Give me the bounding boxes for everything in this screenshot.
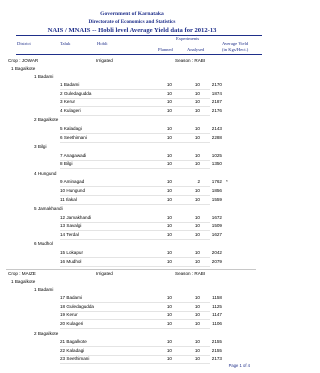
- taluk-name: 6 Mudhol: [34, 241, 53, 247]
- hobli-name: 20 Kulageri: [60, 320, 84, 326]
- planned-count: 10: [166, 152, 172, 158]
- average-yield: 2170: [211, 82, 222, 87]
- analysed-count: 10: [194, 258, 200, 264]
- col-taluk: Taluk: [60, 41, 71, 46]
- average-yield: 1125: [212, 303, 222, 309]
- hobli-name: 12 Jamakhandi: [60, 214, 92, 220]
- planned-count: 10: [166, 231, 172, 237]
- season-label: Season : RABI: [175, 58, 206, 63]
- hobli-name: 23 Seethimani: [60, 356, 90, 362]
- col-avg-yield-unit: (in Kgs/Hect.): [222, 47, 249, 52]
- planned-count: 10: [166, 312, 172, 318]
- analysed-count: 10: [194, 320, 200, 326]
- planned-count: 10: [166, 214, 172, 220]
- average-yield: 1350: [211, 161, 222, 167]
- row-divider: [60, 142, 210, 143]
- average-yield: 2187: [211, 99, 222, 105]
- hobli-name: 5 Kaladagi: [60, 125, 82, 131]
- analysed-count: 10: [194, 107, 200, 113]
- average-yield: 1627: [211, 231, 222, 237]
- analysed-count: 10: [194, 214, 200, 220]
- analysed-count: 10: [194, 312, 200, 318]
- planned-count: 10: [166, 356, 172, 362]
- analysed-count: 10: [194, 152, 200, 158]
- planned-count: 10: [166, 134, 172, 140]
- analysed-count: 10: [194, 295, 200, 301]
- row-divider: [60, 266, 210, 267]
- average-yield: 2288: [211, 134, 222, 140]
- planned-count: 10: [166, 249, 172, 255]
- average-yield: 1025: [211, 152, 222, 158]
- planned-count: 10: [166, 196, 172, 202]
- district-name: 1 Bagalkote: [11, 66, 36, 71]
- col-analysed: Analysed: [187, 47, 205, 52]
- hobli-name: 15 Lokapur: [60, 249, 83, 255]
- analysed-count: 10: [194, 134, 200, 140]
- hobli-name: 9 Aminagad: [60, 179, 85, 185]
- planned-count: 10: [166, 320, 172, 326]
- planned-count: 10: [166, 258, 172, 264]
- average-yield: 1106: [212, 320, 222, 326]
- hobli-name: 2 Guledagudda: [60, 90, 92, 96]
- government-title: Government of Karnataka: [100, 11, 164, 17]
- analysed-count: 10: [194, 303, 200, 309]
- page-number: Page 1 of 4: [228, 363, 250, 368]
- analysed-count: 10: [194, 99, 200, 105]
- analysed-count: 10: [194, 356, 200, 362]
- taluk-name: 5 Jamakhandi: [34, 206, 63, 212]
- analysed-count: 10: [194, 161, 200, 167]
- season-label: Season : RABI: [175, 271, 206, 277]
- directorate-title: Directorate of Economics and Statistics: [88, 19, 176, 25]
- hobli-name: 10 Hungund: [60, 187, 86, 193]
- average-yield: 1762: [211, 179, 222, 185]
- taluk-name: 1 Badami: [34, 73, 54, 79]
- hobli-name: 11 Ilakal: [60, 196, 77, 202]
- crop-label: Crop : MAIZE: [8, 271, 36, 277]
- hobli-name: 18 Guledagudda: [60, 303, 94, 309]
- row-divider: [60, 239, 210, 240]
- analysed-count: 2: [197, 179, 200, 185]
- header-rule-top: [16, 35, 262, 36]
- taluk-name: 3 Bilgi: [34, 144, 47, 150]
- planned-count: 10: [166, 223, 172, 229]
- average-yield: 1559: [211, 196, 222, 202]
- section-divider: [6, 269, 256, 270]
- col-avg-yield: Average Yield: [222, 41, 249, 46]
- average-yield: 1158: [212, 295, 222, 301]
- planned-count: 10: [166, 295, 172, 301]
- hobli-name: 7 Anagawadi: [60, 152, 87, 158]
- irrigation-label: Irrigated: [96, 58, 113, 63]
- row-divider: [60, 204, 210, 205]
- hobli-name: 21 Bagalkote: [60, 339, 87, 344]
- planned-count: 10: [166, 347, 172, 353]
- analysed-count: 10: [194, 196, 200, 202]
- average-yield: 2176: [211, 107, 222, 113]
- planned-count: 10: [166, 82, 172, 87]
- hobli-name: 19 Kerur: [60, 312, 78, 318]
- average-yield: 2173: [211, 356, 222, 362]
- hobli-name: 6 Seethimani: [60, 134, 87, 140]
- crop-label: Crop : JOWAR: [8, 58, 39, 63]
- flag-marker: *: [226, 179, 228, 185]
- analysed-count: 10: [194, 339, 200, 344]
- planned-count: 10: [166, 303, 172, 309]
- taluk-name: 2 Bagalkote: [34, 330, 59, 336]
- header-rule-bottom: [16, 54, 262, 55]
- analysed-count: 10: [194, 347, 200, 353]
- row-divider: [60, 363, 210, 364]
- col-experiments: Experiments: [176, 36, 200, 41]
- analysed-count: 10: [194, 223, 200, 229]
- average-yield: 1147: [212, 312, 222, 318]
- planned-count: 10: [166, 107, 172, 113]
- average-yield: 2155: [211, 347, 222, 353]
- irrigation-label: Irrigated: [96, 271, 113, 277]
- analysed-count: 10: [194, 90, 200, 96]
- hobli-name: 1 Badami: [60, 82, 80, 87]
- col-hobli: Hobli: [97, 41, 108, 46]
- hobli-name: 17 Badami: [60, 295, 82, 301]
- planned-count: 10: [166, 187, 172, 193]
- taluk-name: 2 Bagalkote: [34, 117, 59, 123]
- hobli-name: 22 Kaladagi: [60, 347, 85, 353]
- hobli-name: 4 Kulageri: [60, 107, 81, 113]
- taluk-name: 1 Badami: [34, 286, 54, 292]
- planned-count: 10: [166, 99, 172, 105]
- district-name: 1 Bagalkote: [11, 279, 36, 285]
- average-yield: 2155: [211, 339, 222, 344]
- taluk-name: 4 Hungund: [34, 170, 57, 176]
- analysed-count: 10: [194, 187, 200, 193]
- col-planned: Planned: [158, 47, 173, 52]
- planned-count: 10: [166, 90, 172, 96]
- analysed-count: 10: [194, 231, 200, 237]
- row-divider: [60, 168, 210, 169]
- hobli-name: 16 Mudhol: [60, 258, 82, 264]
- average-yield: 2143: [211, 125, 222, 131]
- report-title: NAIS / MNAIS -- Hobli level Average Yield data for 2012-13: [47, 27, 217, 34]
- col-district: District: [17, 41, 31, 46]
- average-yield: 2079: [211, 258, 222, 264]
- row-divider: [60, 328, 210, 329]
- average-yield: 2042: [211, 249, 222, 255]
- analysed-count: 10: [194, 82, 200, 87]
- hobli-name: 8 Bilgi: [60, 161, 73, 167]
- planned-count: 10: [166, 161, 172, 167]
- hobli-name: 14 Terdal: [60, 231, 79, 237]
- average-yield: 1672: [211, 214, 222, 220]
- average-yield: 1856: [211, 187, 222, 193]
- hobli-name: 13 Savalgi: [60, 223, 82, 229]
- average-yield: 1874: [211, 90, 222, 96]
- planned-count: 10: [166, 179, 172, 185]
- hobli-name: 3 Kerur: [60, 99, 76, 105]
- planned-count: 10: [166, 339, 172, 344]
- planned-count: 10: [166, 125, 172, 131]
- average-yield: 1509: [211, 223, 222, 229]
- row-divider: [60, 115, 210, 116]
- analysed-count: 10: [194, 249, 200, 255]
- analysed-count: 10: [194, 125, 200, 131]
